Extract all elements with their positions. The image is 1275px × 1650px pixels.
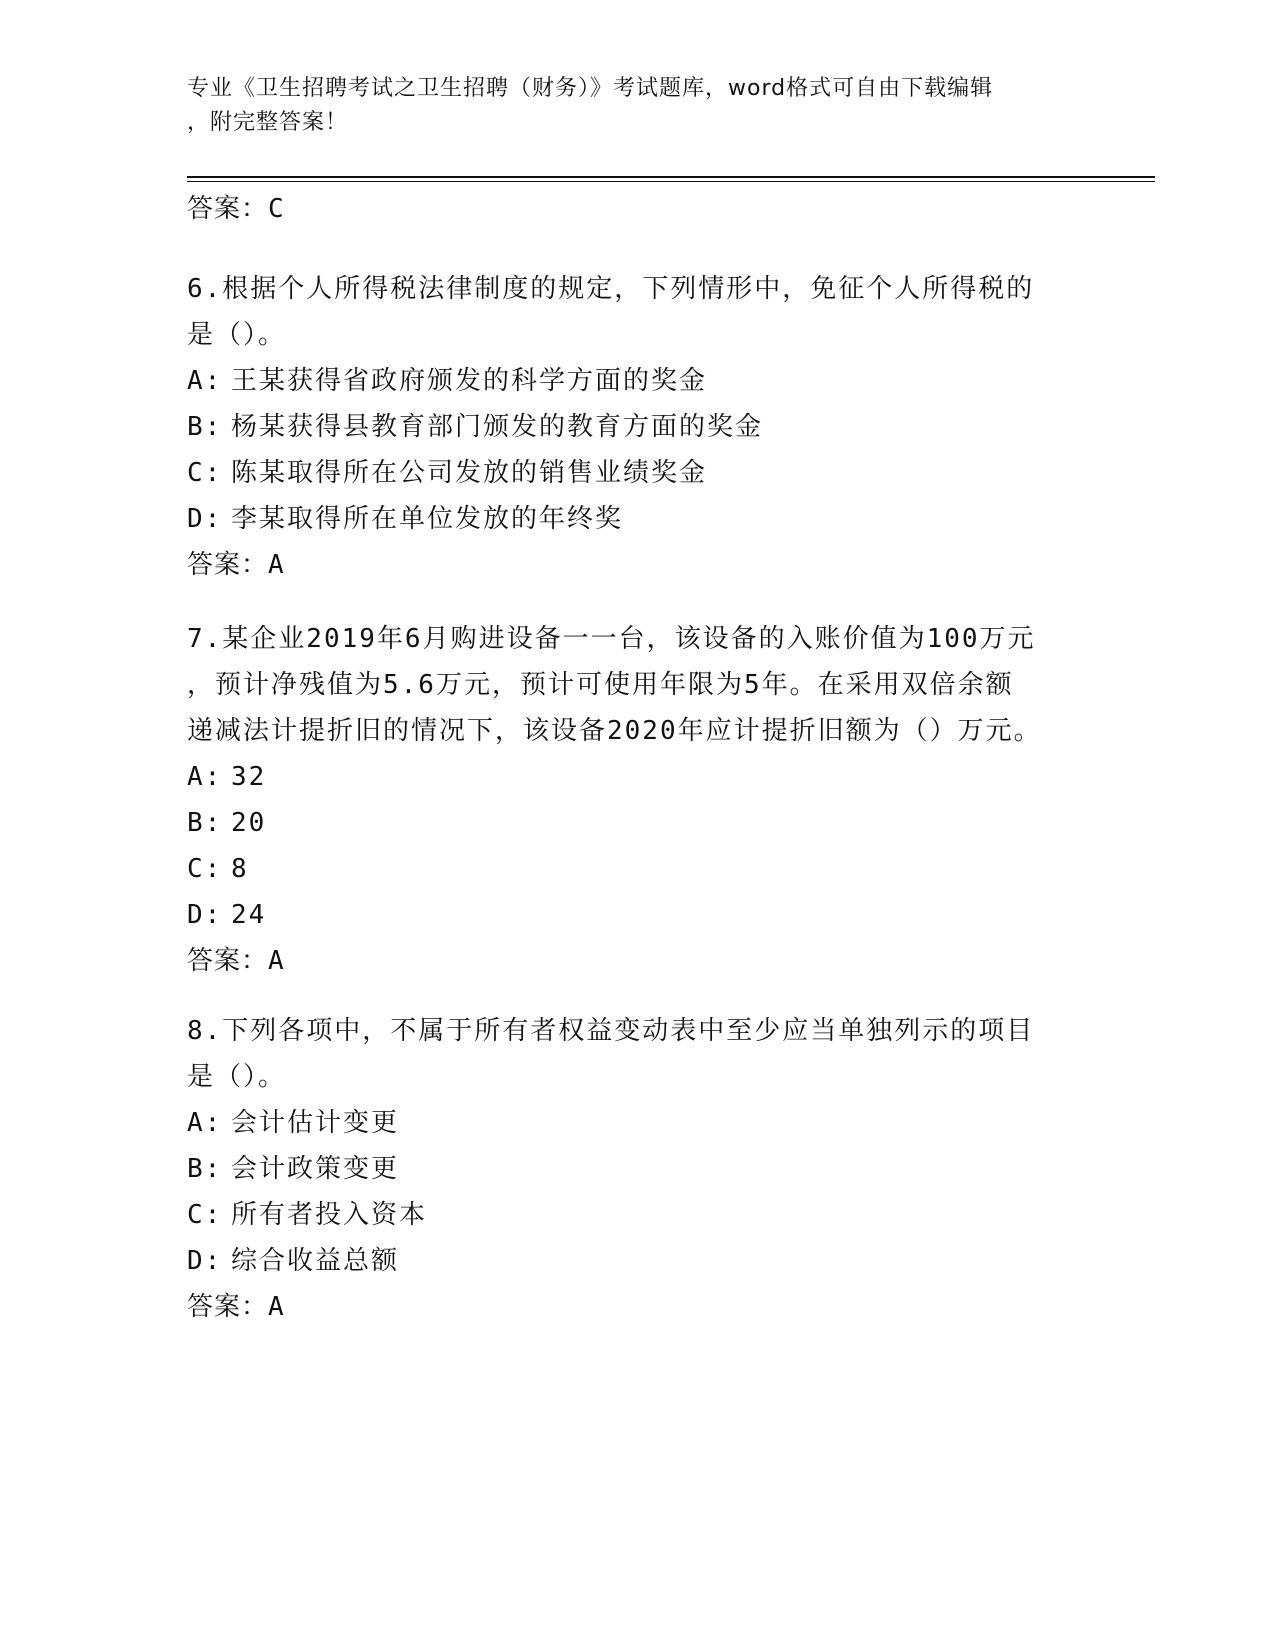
option-text: 李某取得所在单位发放的年终奖	[231, 504, 624, 534]
question-text-line: 6.根据个人所得税法律制度的规定，下列情形中，免征个人所得税的	[187, 274, 1035, 304]
option-letter: A:	[187, 366, 223, 396]
answer-line	[187, 938, 1087, 984]
option-letter: B:	[187, 1154, 223, 1184]
option-letter: D:	[187, 1246, 223, 1276]
header-line-1: 专业《卫生招聘考试之卫生招聘（财务）》考试题库，word格式可自由下载编辑	[187, 76, 994, 101]
option-letter: D:	[187, 900, 223, 930]
option-d	[187, 496, 1087, 542]
option-text: 8	[231, 854, 249, 884]
option-text: 王某获得省政府颁发的科学方面的奖金	[231, 366, 708, 396]
option-text: 20	[231, 808, 267, 838]
option-text: 24	[231, 900, 267, 930]
answer-line	[187, 186, 1087, 232]
option-b	[187, 1146, 1087, 1192]
option-text: 32	[231, 762, 267, 792]
option-d	[187, 1238, 1087, 1284]
option-letter: A:	[187, 1108, 223, 1138]
option-text: 会计政策变更	[231, 1154, 400, 1184]
question-text-line: 8.下列各项中，不属于所有者权益变动表中至少应当单独列示的项目	[187, 1016, 1035, 1046]
header-divider-thin	[187, 181, 1155, 182]
option-a	[187, 754, 1087, 800]
answer-label: 答案：	[187, 946, 269, 976]
option-b	[187, 800, 1087, 846]
question-6	[187, 266, 1087, 588]
question-text-line: 是（）。	[187, 1062, 287, 1092]
answer-value: A	[268, 550, 285, 580]
option-d	[187, 892, 1087, 938]
document-header	[187, 72, 1067, 140]
option-letter: D:	[187, 504, 223, 534]
option-c	[187, 846, 1087, 892]
option-letter: B:	[187, 808, 223, 838]
option-text: 所有者投入资本	[231, 1200, 428, 1230]
answer-label: 答案：	[187, 1292, 269, 1322]
answer-label: 答案：	[187, 550, 269, 580]
question-text-line: ，预计净残值为5.6万元，预计可使用年限为5年。在采用双倍余额	[187, 670, 1014, 700]
option-b	[187, 404, 1087, 450]
question-7	[187, 616, 1087, 984]
answer-line	[187, 542, 1087, 588]
option-letter: C:	[187, 458, 223, 488]
option-text: 陈某取得所在公司发放的销售业绩奖金	[231, 458, 708, 488]
question-text-line: 递减法计提折旧的情况下，该设备2020年应计提折旧额为（）万元。	[187, 716, 1042, 746]
option-text: 杨某获得县教育部门颁发的教育方面的奖金	[231, 412, 764, 442]
question-text-line: 是（）。	[187, 320, 287, 350]
option-c	[187, 1192, 1087, 1238]
header-divider-thick	[187, 176, 1155, 178]
answer-line	[187, 1284, 1087, 1330]
question-text-line: 7.某企业2019年6月购进设备一一台，该设备的入账价值为100万元	[187, 624, 1036, 654]
answer-value: C	[268, 194, 285, 224]
option-text: 会计估计变更	[231, 1108, 400, 1138]
previous-answer-block	[187, 186, 1087, 232]
answer-value: A	[268, 1292, 285, 1322]
option-letter: C:	[187, 1200, 223, 1230]
option-a	[187, 358, 1087, 404]
option-text: 综合收益总额	[231, 1246, 400, 1276]
answer-label: 答案：	[187, 194, 269, 224]
answer-value: A	[268, 946, 285, 976]
question-8	[187, 1008, 1087, 1330]
option-letter: C:	[187, 854, 223, 884]
option-a	[187, 1100, 1087, 1146]
option-letter: B:	[187, 412, 223, 442]
header-line-2: ，附完整答案！	[187, 110, 349, 135]
option-c	[187, 450, 1087, 496]
option-letter: A:	[187, 762, 223, 792]
